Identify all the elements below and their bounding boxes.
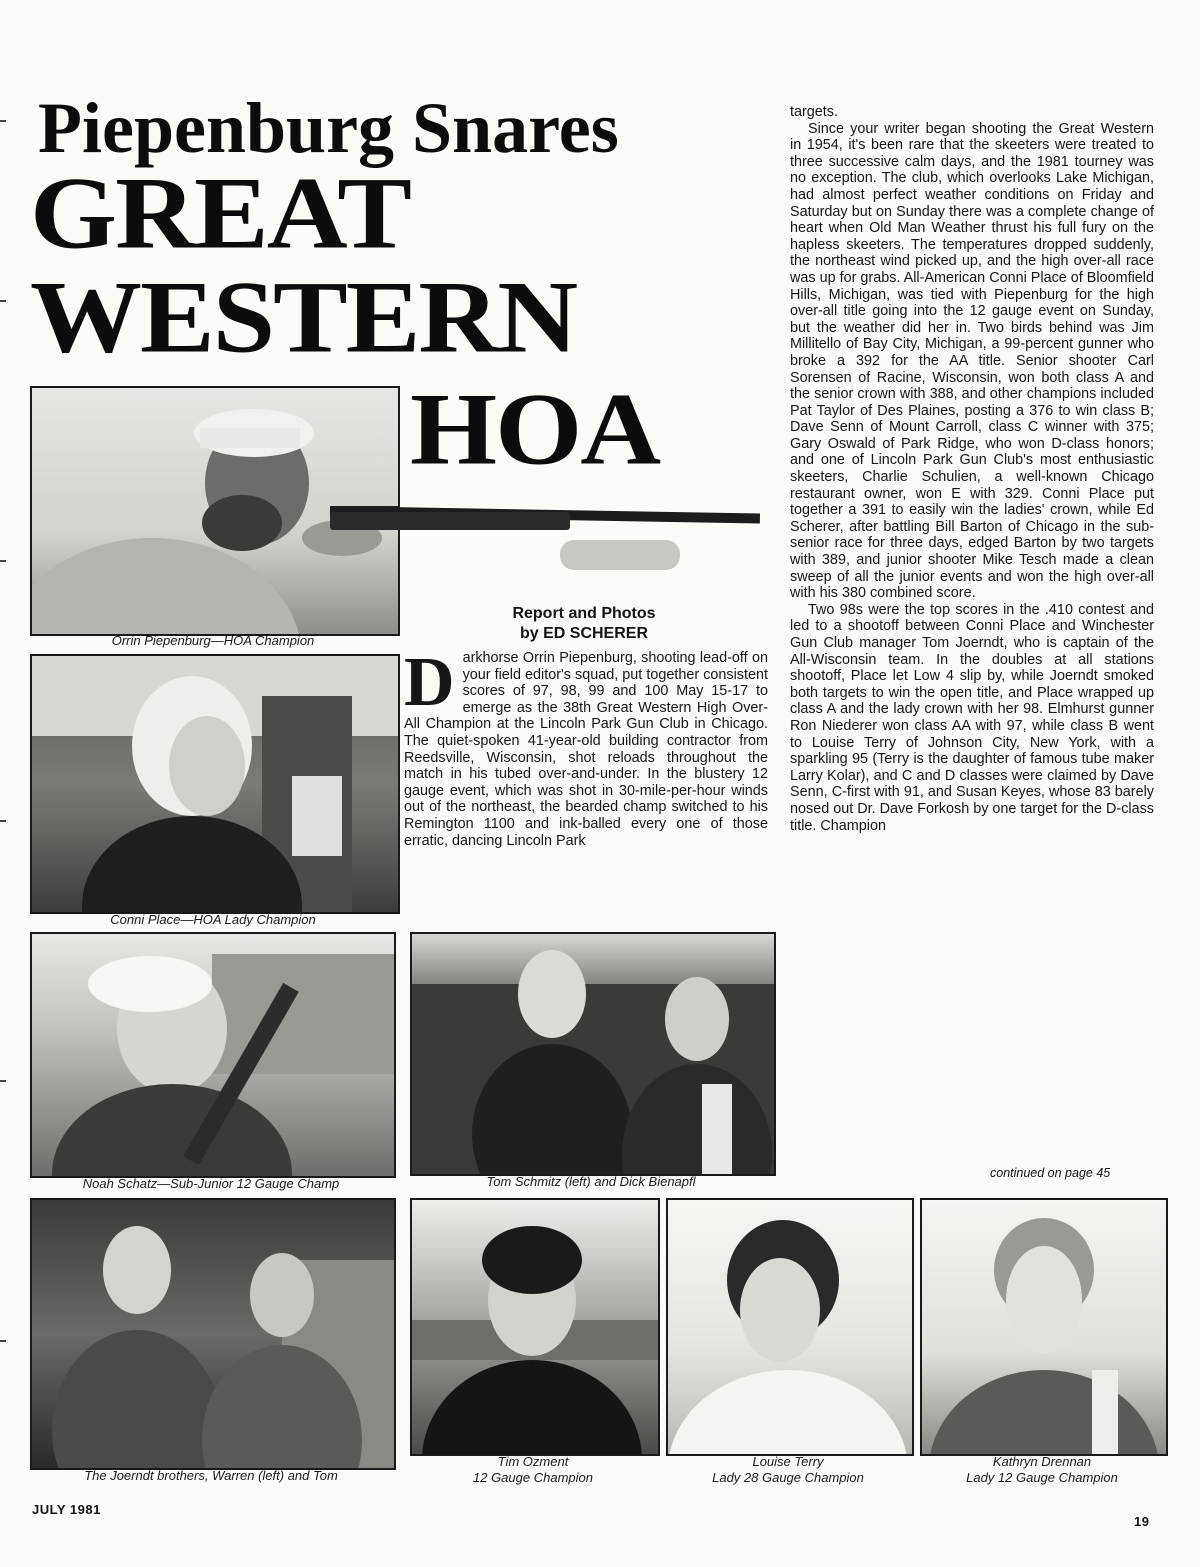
article-paragraph: Since your writer began shooting the Great Western in 1954, it's been rare that the skeeters were treated to three successive calm days, and the 1981 tourney was no exception. The club, which overlooks Lake Michigan, had almost perfect weather conditions on Friday and Saturday but on Sunday there was a complete change of heart when Old Man Weather thrust his full fury on the hapless skeeters. The temperatures dropped suddenly, the northeast wind picked up, and the high over-all race was up for grabs. All-American Conni Place of Bloomfield Hills, Michigan, was tied with Piepenburg for the high over-all title going into the 12 gauge event on Sunday, but the weather did her in. Two birds behind was Jim Millitello of Bay City, Michigan, a 99-percent gunner who broke a 392 for the AA title. Senior shooter Carl Sorensen of Racine, Wisconsin, won both class A and the senior crown with 388, and other champions included Pat Taylor of Des Plaines, posting a 376 to win class B; Dave Senn of Mount Carroll, class C winner with 375; Gary Oswald of Park Ridge, who won D-class honors; and one of Lincoln Park Gun Club's most enthusiastic skeeters, Charlie Schulien, a well-known Chicago restaurant owner, won E with 329. Conni Place put together a 391 to easily win the ladies' crown, while Ed Scherer, after battling Bill Barton of Chicago in the sub-senior race for three days, edged Barton by two targets with 389, and junior shooter Mike Tesch made a clean sweep of all the junior events and won the high over-all with his 380 combined score. — [790, 120, 1154, 602]
continued-note: continued on page 45 — [990, 1166, 1111, 1180]
article-paragraph: targets. — [790, 104, 838, 120]
portrait-illustration — [922, 1200, 1166, 1454]
photo-schmitz-bienapfl — [410, 932, 776, 1176]
caption-tim-ozment — [410, 1454, 656, 1486]
photo-conni-place — [30, 654, 400, 914]
caption-joerndt-brothers: The Joerndt brothers, Warren (left) and Tom — [84, 1468, 338, 1483]
edge-mark — [0, 300, 6, 302]
edge-mark — [0, 120, 6, 122]
portrait-illustration — [412, 1200, 658, 1454]
shooter-hand — [560, 540, 680, 570]
headline-line-4: HOA — [410, 372, 660, 487]
byline — [404, 604, 764, 644]
footer-date: JULY 1981 — [32, 1502, 101, 1517]
page-number: 19 — [1134, 1514, 1150, 1529]
portrait-illustration — [668, 1200, 912, 1454]
caption-schmitz-bienapfl: Tom Schmitz (left) and Dick Bienapfl — [486, 1174, 696, 1189]
edge-mark — [0, 1340, 6, 1342]
article-paragraph: arkhorse Orrin Piepenburg, shooting lead-off on your field editor's squad, put together consistent scores of 97, 98, 99 and 100 May 15-17 to emerge as the 38th Great Western High Over-All Champion at the Lincoln Park Gun Club in Chicago. The quiet-spoken 41-year-old building contractor from Reedsville, Wisconsin, shot reloads throughout the match in his tubed over-and-under. In the blustery 12 gauge event, which was shot in 30-mile-per-hour winds out of the northeast, the bearded champ switched to his Remington 1100 and ink-balled every one of those erratic, dancing Lincoln Park — [404, 650, 768, 849]
headline-line-2: GREAT — [30, 156, 410, 271]
caption-kathryn-drennan — [920, 1454, 1164, 1486]
caption-name: Louise Terry — [752, 1454, 824, 1469]
edge-mark — [0, 820, 6, 822]
portrait-illustration — [32, 1200, 394, 1468]
photo-tim-ozment — [410, 1198, 660, 1456]
article-column-1 — [404, 644, 768, 849]
caption-name: Kathryn Drennan — [992, 1454, 1092, 1469]
article-paragraph: Two 98s were the top scores in the .410 contest and led to a shootoff between Conni Place and Winchester Gun Club manager Tom Joerndt, who is captain of the All-Wisconsin team. In the doubles at all stations shootoff, Place let Low 4 slip by, while Joerndt smoked both targets to win the open title, and Place wrapped up class A and the lady crown with her 98. Elmhurst gunner Ron Niederer won class AA with 97, while class B went to Louise Terry of Johnson City, New York, with a sparkling 95 (Terry is the daughter of famous tube maker Larry Kolar), and C and D classes were claimed by Dave Senn, C-first with 91, and Susan Keyes, whose 83 barely nosed out Dr. Dave Forkosh by one target for the D-class title. Champion — [790, 601, 1154, 834]
headline-line-1: Piepenburg Snares — [38, 88, 619, 168]
edge-mark — [0, 560, 6, 562]
photo-louise-terry — [666, 1198, 914, 1456]
caption-title: Lady 28 Gauge Champion — [712, 1470, 864, 1485]
photo-kathryn-drennan — [920, 1198, 1168, 1456]
caption-title: Lady 12 Gauge Champion — [966, 1470, 1118, 1485]
portrait-illustration — [32, 934, 394, 1176]
byline-author: by ED SCHERER — [519, 625, 649, 642]
caption-orrin-piepenburg: Orrin Piepenburg—HOA Champion — [111, 633, 315, 648]
portrait-illustration — [32, 656, 398, 912]
caption-louise-terry — [666, 1454, 910, 1486]
caption-conni-place: Conni Place—HOA Lady Champion — [110, 912, 316, 927]
portrait-illustration — [412, 934, 774, 1174]
byline-line-1: Report and Photos — [512, 605, 656, 622]
shotgun-receiver — [330, 512, 570, 530]
headline-line-3: WESTERN — [30, 260, 577, 375]
caption-noah-schatz: Noah Schatz—Sub-Junior 12 Gauge Champ — [82, 1176, 340, 1191]
drop-cap: D — [404, 644, 455, 721]
caption-name: Tim Ozment — [497, 1454, 569, 1469]
article-column-2 — [790, 104, 1154, 834]
photo-noah-schatz — [30, 932, 396, 1178]
edge-mark — [0, 1080, 6, 1082]
photo-joerndt-brothers — [30, 1198, 396, 1470]
caption-title: 12 Gauge Champion — [473, 1470, 593, 1485]
